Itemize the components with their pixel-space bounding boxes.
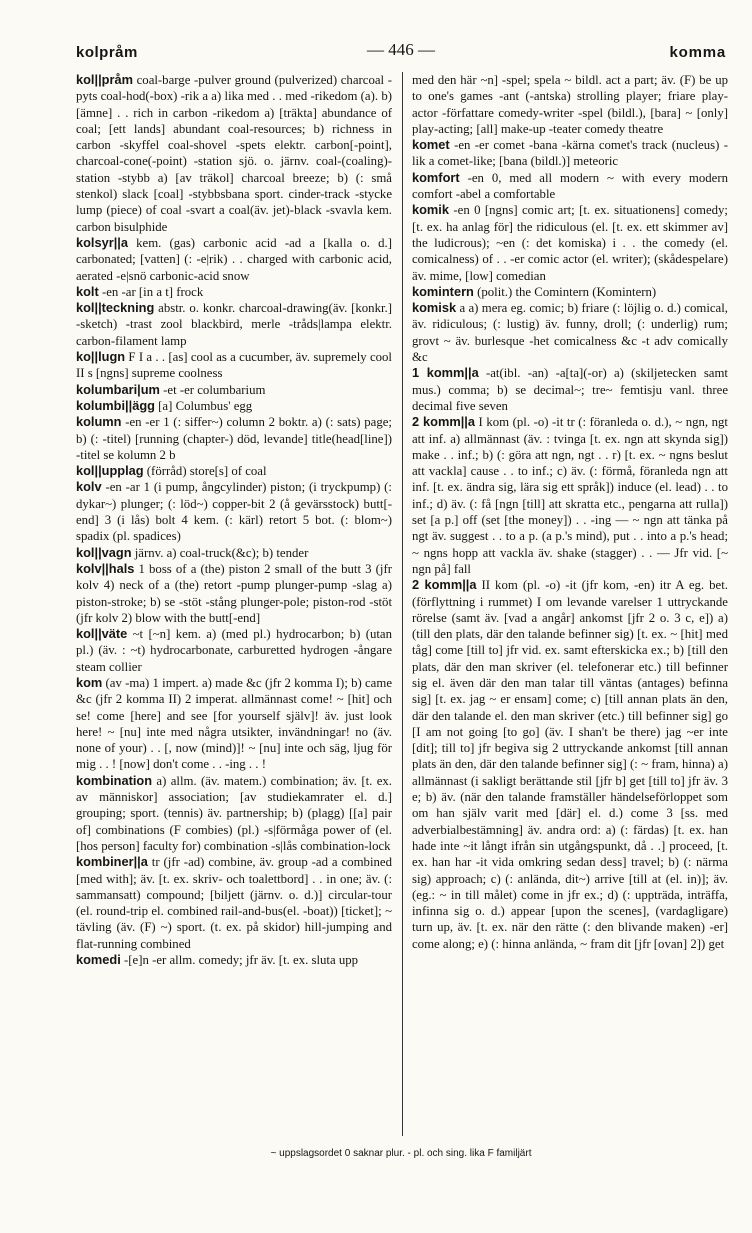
headword: 1 komm||a	[412, 365, 479, 381]
entry-text: med den här ~n] -spel; spela ~ bildl. act a part; äv. (F) be up to one's games -ant (-antska) strolling player; friare play-actor -författare comedy-writer -spel (bildl.), [bara] ~ [only] play-acting; [all] make-up -teater comedy theatre	[412, 73, 728, 136]
headword: kombiner||a	[76, 854, 148, 870]
headword: kolt	[76, 283, 99, 299]
headword: komik	[412, 202, 449, 218]
entry-text: -at(ibl. -an) -a[ta](-or) a) (skiljetecken samt mus.) comma; b) se decimal~; tre~ femtisju vanl. three decimal five seven	[412, 366, 728, 413]
headword: kol||teckning	[76, 300, 155, 316]
entry-text: II kom (pl. -o) -it (jfr kom, -en) itr A eg. bet. (förflyttning i rummet) I om levande varelser 1 uttryckande rörelse (samt äv. [vad a angår] ankomst [jfr 2 o. 3 c, e]) a) (till den plats, där den talande befinner sig) [t. ex. ~ [hit] med tåg] come [till to] jfr vid. ex. samt efterskicka ex.; b) [till den plats, där den man skriver (el. telefonerar etc.) till befinner sig el. även där den man talar till väntas (antages) befinna sig] [t. ex. jag ~ er ensam] come; c) [till annan plats än den, där den talande el. den man skriver (etc.) till befinner sig] go [I am not going [to go] (äv. I shan't be there) jag ~er inte [dit]; till to] jfr begiva sig 2 uttryckande ankomst [till annan plats än den, där den talande befinner sig] (: ~ fram, hinna) a) allmännast (i sakligt berättande stil [jfr b] get [till to] jfr äv. 3 e; b) äv. (när den talande framställer händelseförloppet som om han själv varit med [där] el. d.) come 3 [ss. med adverbialbestämning] äv. andra ord: a) (: färdas) [t. ex. han hade inte ~it långt ifrån sin utgångspunkt, då . .] proceed, [t. ex. han har -it vida omkring sedan dess] travel; b) (: närma sig) approach; c) (: anlända, dit~) arrive [till at (el. in)]; äv. (eg.: ~ in till målet) come in jfr ex.; d) (: uppträda, inträffa, infinna sig o. d.) appear [upon the scenes], (vardagligare) turn up, äv. [t. ex. när den rätte (: den blivande maken) -er] come along; e) (: hinna anlända, ~ fram dit [jfr [ovan] 2]) get	[412, 578, 728, 951]
dictionary-entry	[76, 626, 392, 675]
page-number: — 446 —	[367, 40, 435, 59]
dictionary-entry	[76, 545, 392, 561]
dictionary-entry	[412, 300, 728, 365]
entry-text: -en -ar [in a t] frock	[98, 284, 204, 299]
dictionary-entry	[76, 284, 392, 300]
dictionary-entry	[412, 170, 728, 203]
dictionary-entry	[76, 479, 392, 544]
dictionary-entry	[76, 952, 392, 968]
entry-text: (av -ma) 1 impert. a) made &c (jfr 2 komma I); b) came &c (jfr 2 komma II) 2 imperat. allmännast come! ~ [hit] och se! come [here] and see [for yourself själv]! äv. just look here! ~ [nu] inte med några utsikter, invändningar! no (äv. none of your) . . [, now (mind)]! ~ [nu] inte och säg, ljug för mig . . ! [now] don't come . . -ing . . !	[76, 675, 392, 772]
entry-text: coal-barge -pulver ground (pulverized) charcoal -pyts coal-hod(-box) -rik a a) lika med . . med -rikedom (a). b) [ämne] . . rich in carbon -rikedom a) [träkta] abundance of coal; [ett lands] abundant coal-resources; b) richness in carbon -skyffel coal-shovel -spets elektr. carbon[-point], charcoal-cone(-point) -station sjö. o. järnv. coal-(coaling)-station -stybb a) [av träkol] charcoal breeze; b) (: små stenkol) slack [coal] -stybbsbana sport. cinder-track -stycke lump (piece) of coal -svart a coal(äv. jet)-black -svavla kem. carbon bisulphide	[76, 73, 392, 234]
header-left-guideword: kolpråm	[76, 44, 138, 61]
headword: 2 komm||a	[412, 414, 475, 430]
entry-text: järnv. a) coal-truck(&c); b) tender	[131, 545, 309, 560]
headword: komet	[412, 137, 450, 153]
right-column	[412, 72, 728, 1136]
headword: kol||pråm	[76, 72, 133, 87]
headword: ko||lugn	[76, 349, 126, 365]
dictionary-entry	[412, 72, 728, 137]
headword: 2 komm||a	[412, 577, 477, 593]
headword: kolumbi||ägg	[76, 397, 155, 413]
entry-text: -en -ar 1 (i pump, ångcylinder) piston; (i tryckpump) (: dykar~) plunger; (: löd~) copper-bit 2 (å gevärsstock) butt[-end] 3 (i lås) bolt 4 kem. (: kärl) retort 5 bot. (: blom~) spadix (pl. spadices)	[76, 480, 392, 544]
entry-text: (förråd) store[s] of coal	[143, 464, 267, 479]
headword: kol||upplag	[76, 463, 144, 479]
headword: kolv	[76, 479, 102, 495]
dictionary-columns	[76, 72, 728, 1136]
entry-text: a a) mera eg. comic; b) friare (: löjlig o. d.) comical, äv. ridiculous; (: lustig) äv. funny, droll; (: underlig) rum; grovt ~ äv. burlesque -het comicalness &c -t adv comically &c	[412, 301, 728, 365]
column-divider	[402, 72, 403, 1136]
entry-text: ~t [~n] kem. a) (med pl.) hydrocarbon; b) (utan pl.) (äv. : ~t) hydrocarbonate, carburetted hydrogen -ångare steam collier	[76, 627, 392, 674]
dictionary-entry	[412, 577, 728, 952]
entry-text: 1 boss of a (the) piston 2 small of the butt 3 (jfr kolv 4) neck of a (the) retort -pump plunger-pump -slag a) piston-stroke; b) se -stöt -stång plunger-pole; piston-rod -stöt (jfr kolv 2) blow with the butt[-end]	[76, 561, 392, 625]
entry-text: -en 0, med all modern ~ with every modern comfort -abel a comfortable	[412, 170, 728, 202]
dictionary-entry	[76, 300, 392, 349]
headword: komisk	[412, 300, 457, 316]
dictionary-entry	[76, 72, 392, 235]
headword: komedi	[76, 952, 121, 968]
dictionary-entry	[76, 382, 392, 398]
headword: kolumbari|um	[76, 381, 160, 397]
page-footer: ~ uppslagsordet 0 saknar plur. - pl. och sing. lika F familjärt	[270, 1148, 532, 1159]
entry-text: abstr. o. konkr. charcoal-drawing(äv. [konkr.] -sketch) -trast zool blackbird, merle -tråds|lampa elektr. carbon-filament lamp	[76, 301, 392, 348]
dictionary-entry	[412, 414, 728, 577]
headword: komintern	[412, 283, 474, 299]
entry-text: -en -er 1 (: siffer~) column 2 boktr. a) (: sats) page; b) (: -titel) [running (chapter-) död, levande] title(head[line]) -titel se kolumn 2 b	[76, 415, 392, 462]
dictionary-entry	[412, 202, 728, 283]
entry-text: -en 0 [ngns] comic art; [t. ex. situationens] comedy; [t. ex. ha anlag för] the ridiculous (el. [t. ex. ett skimmer av] the ludicrous); ~en (: det komiska) i . . the comedy (el. comicalness) of . . -er comic actor (el. writer); (skådespelare) äv. mime, [low] comedian	[412, 203, 728, 283]
entry-text: tr (jfr -ad) combine, äv. group -ad a combined [med with]; äv. [t. ex. skriv- och toalettbord] . . in one; äv. (: sammansatt) compound; [biljett (järnv. o. d.)] circular-tour (el. round-trip el. combined rail-and-bus(el. -boat)) [ticket]; ~ tävling (äv. (F) ~) sport. (t. ex. på skidor) hill-jumping and flat-running combined	[76, 855, 392, 951]
entry-text: -en -er comet -bana -kärna comet's track (nucleus) -lik a comet-like; [bana (bildl.)] meteoric	[412, 138, 728, 169]
dictionary-entry	[412, 284, 728, 300]
dictionary-entry	[76, 854, 392, 952]
headword: komfort	[412, 169, 460, 185]
dictionary-entry	[76, 773, 392, 854]
entry-text: a) allm. (äv. matem.) combination; äv. [t. ex. av människor] association; [av studiekamrater el. d.] grouping; sport. (tennis) äv. partnership; b) (plagg) [[a] pair of] combinations (F combies) (pl.) -s|förmåga power of (el. [hos person] faculty for) combination -s|lås combination-lock	[76, 773, 392, 853]
dictionary-entry	[76, 561, 392, 626]
headword: kolsyr||a	[76, 234, 128, 250]
dictionary-entry	[76, 463, 392, 479]
headword: kombination	[76, 772, 153, 788]
dictionary-entry	[76, 414, 392, 463]
dictionary-entry	[76, 398, 392, 414]
dictionary-entry	[412, 365, 728, 414]
entry-text: -[e]n -er allm. comedy; jfr äv. [t. ex. sluta upp	[120, 953, 359, 968]
dictionary-entry	[76, 675, 392, 773]
dictionary-entry	[76, 235, 392, 284]
headword: kom	[76, 674, 103, 690]
headword: kolumn	[76, 414, 122, 430]
dictionary-entry	[412, 137, 728, 170]
entry-text: -et -er columbarium	[159, 382, 266, 397]
entry-text: [a] Columbus' egg	[154, 398, 253, 413]
entry-text: (polit.) the Comintern (Komintern)	[473, 284, 657, 299]
page-header	[76, 36, 726, 66]
left-column	[76, 72, 392, 1136]
dictionary-entry	[76, 349, 392, 382]
entry-text: F I a . . [as] cool as a cucumber, äv. supremely cool II s [ngns] supreme coolness	[76, 350, 392, 381]
headword: kol||väte	[76, 626, 128, 642]
headword: kol||vagn	[76, 544, 132, 560]
header-right-guideword: komma	[669, 44, 726, 61]
entry-text: kem. (gas) carbonic acid -ad a [kalla o. d.] carbonated; [vatten] (: -e|rik) . . charged with carbonic acid, aerated -e|snö carbonic-acid snow	[76, 235, 392, 283]
entry-text: I kom (pl. -o) -it tr (: föranleda o. d.), ~ ngn, ngt att inf. a) allmännast (äv. : tvinga [t. ex. ngn att skynda sig]) make . . inf.; b) (: göra att ngn, ngt . . r) [t. ex. ~ ngns beslut att vackla] cause . . to inf.; c) äv. (: förmå, föranleda ngn att inf. [t. ex. ändra sig, lära sig ett språk]) induce (el. lead) . . to inf.; d) äv. (: få [ngn [till] att skratta etc., pengarna att rulla]) set [a p.] off (set [the money]) . . -ing — ~ ngn att tänka på ngt äv. suggest . . to a p. (a p.'s mind), put . . into a p.'s head; ~ ngns hopp att vackla äv. shake (stagger) . . — Jfr vid. [~ ngn på] fall	[412, 415, 728, 576]
headword: kolv||hals	[76, 560, 135, 576]
